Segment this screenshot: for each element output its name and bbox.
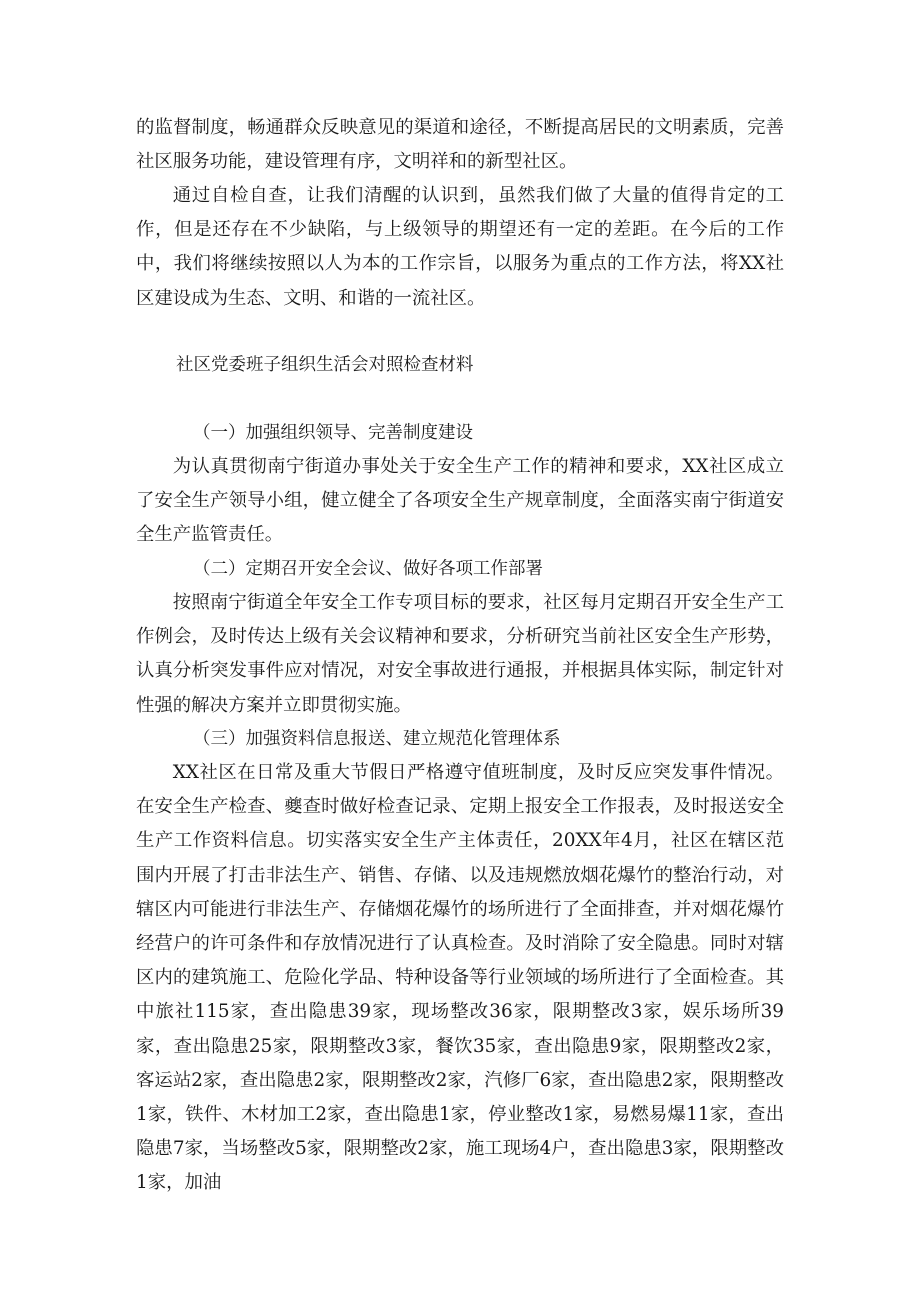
section-heading-meetings: （二）定期召开安全会议、做好各项工作部署 bbox=[193, 559, 543, 579]
paragraph-duty-and-inspection: XX社区在日常及重大节假日严格遵守值班制度，及时反应突发事件情况。在安全生产检查、夔查时做好检查记录、定期上报安全工作报表，及时报送安全生产工作资料信息。切实落实安全生产主体责任，20XX年4月，社区在辖区范围内开展了打击非法生产、销售、存储、以及违规燃放烟花爆竹的整治行动，对辖区内可能进行非法生产、存储烟花爆竹的场所进行了全面排查，并对烟花爆竹经营户的许可条件和存放情况进行了认真检查。及时消除了安全隐患。同时对辖区内的建筑施工、危险化学品、特种设备等行业领域的场所进行了全面检查。其中旅社115家，查出隐患39家，现场整改36家，限期整改3家，娱乐场所39家，查出隐患25家，限期整改3家，餐饮35家，查出隐患9家，限期整改2家，客运站2家，查出隐患2家，限期整改2家，汽修厂6家，查出隐患2家，限期整改1家，铁件、木材加工2家，查出隐患1家，停业整改1家，易燃易爆11家，查出隐患7家，当场整改5家，限期整改2家，施工现场4户，查出隐患3家，限期整改1家，加油 bbox=[136, 762, 784, 1194]
paragraph-safety-meetings: 按照南宁街道全年安全工作专项目标的要求，社区每月定期召开安全生产工作例会，及时传达上级有关会议精神和要求，分析研究当前社区安全生产形势，认真分析突发事件应对情况，对安全事故进行通报，并根据具体实际，制定针对性强的解决方案并立即贯彻实施。 bbox=[136, 592, 784, 716]
section-heading-information: （三）加强资料信息报送、建立规范化管理体系 bbox=[193, 729, 561, 749]
document-title: 社区党委班子组织生活会对照检查材料 bbox=[176, 355, 474, 375]
paragraph-self-inspection: 通过自检自查，让我们清醒的认识到，虽然我们做了大量的值得肯定的工作，但是还存在不少缺陷，与上级领导的期望还有一定的差距。在今后的工作中，我们将继续按照以人为本的工作宗旨，以服务为重点的工作方法，将XX社区建设成为生态、文明、和谐的一流社区。 bbox=[136, 185, 784, 309]
paragraph-supervision-system: 的监督制度，畅通群众反映意见的渠道和途径，不断提高居民的文明素质，完善社区服务功能，建设管理有序，文明祥和的新型社区。 bbox=[136, 117, 784, 173]
section-heading-organization: （一）加强组织领导、完善制度建设 bbox=[193, 423, 473, 443]
paragraph-safety-leadership: 为认真贯彻南宁街道办事处关于安全生产工作的精神和要求，XX社区成立了安全生产领导小组，健立健全了各项安全生产规章制度，全面落实南宁街道安全生产监管责任。 bbox=[136, 456, 784, 546]
